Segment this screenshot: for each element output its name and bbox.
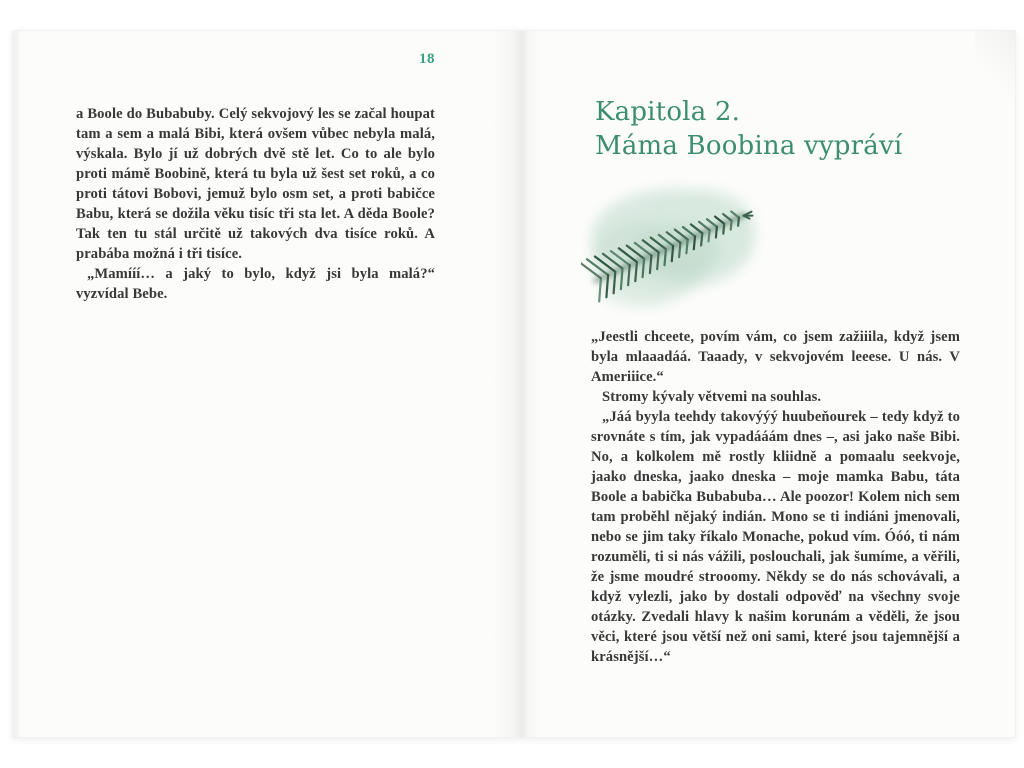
fir-needle	[665, 249, 666, 265]
fir-branch-illustration	[581, 177, 771, 317]
left-page-text	[76, 104, 435, 304]
chapter-number-line: Kapitola 2.	[595, 97, 741, 127]
paragraph: Stromy kývaly větvemi na souhlas.	[602, 389, 822, 405]
right-page	[515, 31, 1017, 737]
fir-needle	[738, 218, 739, 226]
fir-needle	[650, 256, 652, 274]
book-spread	[12, 30, 1016, 738]
fir-needle	[731, 221, 732, 230]
fir-needle	[709, 230, 710, 241]
fir-needle	[701, 233, 702, 245]
paragraph: „Mamííí… a jaký to bylo, když jsi byla malá?“ vyzvídal Bebe.	[76, 266, 435, 302]
paragraph: a Boole do Bubabuby. Celý sekvojový les se začal houpat tam a sem a malá Bibi, která ovšem vůbec nebyla malá, výskala. Bylo jí už dobrých dvě stě let. Co to ale bylo proti mámě Boobině, která tu byla už šest set roků, a co proti tátovi Bobovi, jemuž bylo osm set, a proti babičce Babu, která se dožila věku tisíc tři sta let. A děda Boole? Tak ten tu stál určitě už takových dva tisíce roků. A prabába možná i tři tisíce.	[76, 106, 435, 262]
spine-gutter-shadow	[491, 31, 543, 737]
fir-needle	[672, 246, 673, 261]
fir-needle	[723, 224, 724, 234]
left-page	[13, 31, 515, 737]
fir-needle	[686, 240, 687, 254]
page-number: 18	[419, 51, 435, 67]
paragraph: „Jáá byyla teehdy takovýýý huubeňourek – tedy když to srovnáte s tím, jak vypadááám dnes –, asi jako naše Bibi. No, a kolkolem mě rostly kliidně a pomaalu seekvoje, jaako dneska, jaako dneska – moje mamka Babu, táta Boole a babička Bubabuba… Ale poozor! Kolem nich sem tam proběhl nějaký indián. Mono se ti indiáni jmenovali, nebo se jim taky říkalo Monache, pokud vím. Óóó, ti nám rozuměli, ti si nás vážili, poslouchali, jak šumíme, a věřili, že jsme moudré strooomy. Někdy se do nás schovávali, a když vylezli, jako by dostali odpověď na všechny svoje otázky. Zvedali hlavy k našim korunám a věděli, že jsou věci, které jsou větší než oni sami, které jsou tajemnější a krásnější…“	[591, 409, 960, 665]
fir-needle	[694, 236, 695, 249]
right-page-text	[591, 327, 960, 667]
fir-needle	[657, 252, 658, 269]
paragraph: „Jeestli chceete, povím vám, co jsem zažiiila, když jsem byla mlaaadáá. Taaady, v sekvojovém leeese. U nás. V Ameriiice.“	[591, 329, 960, 385]
chapter-heading	[595, 95, 902, 163]
chapter-title-line: Máma Boobina vypráví	[595, 131, 903, 161]
page-corner-fold	[975, 31, 1015, 109]
fir-needle	[643, 259, 645, 277]
fir-needle	[679, 243, 680, 258]
fir-needle	[716, 227, 717, 238]
